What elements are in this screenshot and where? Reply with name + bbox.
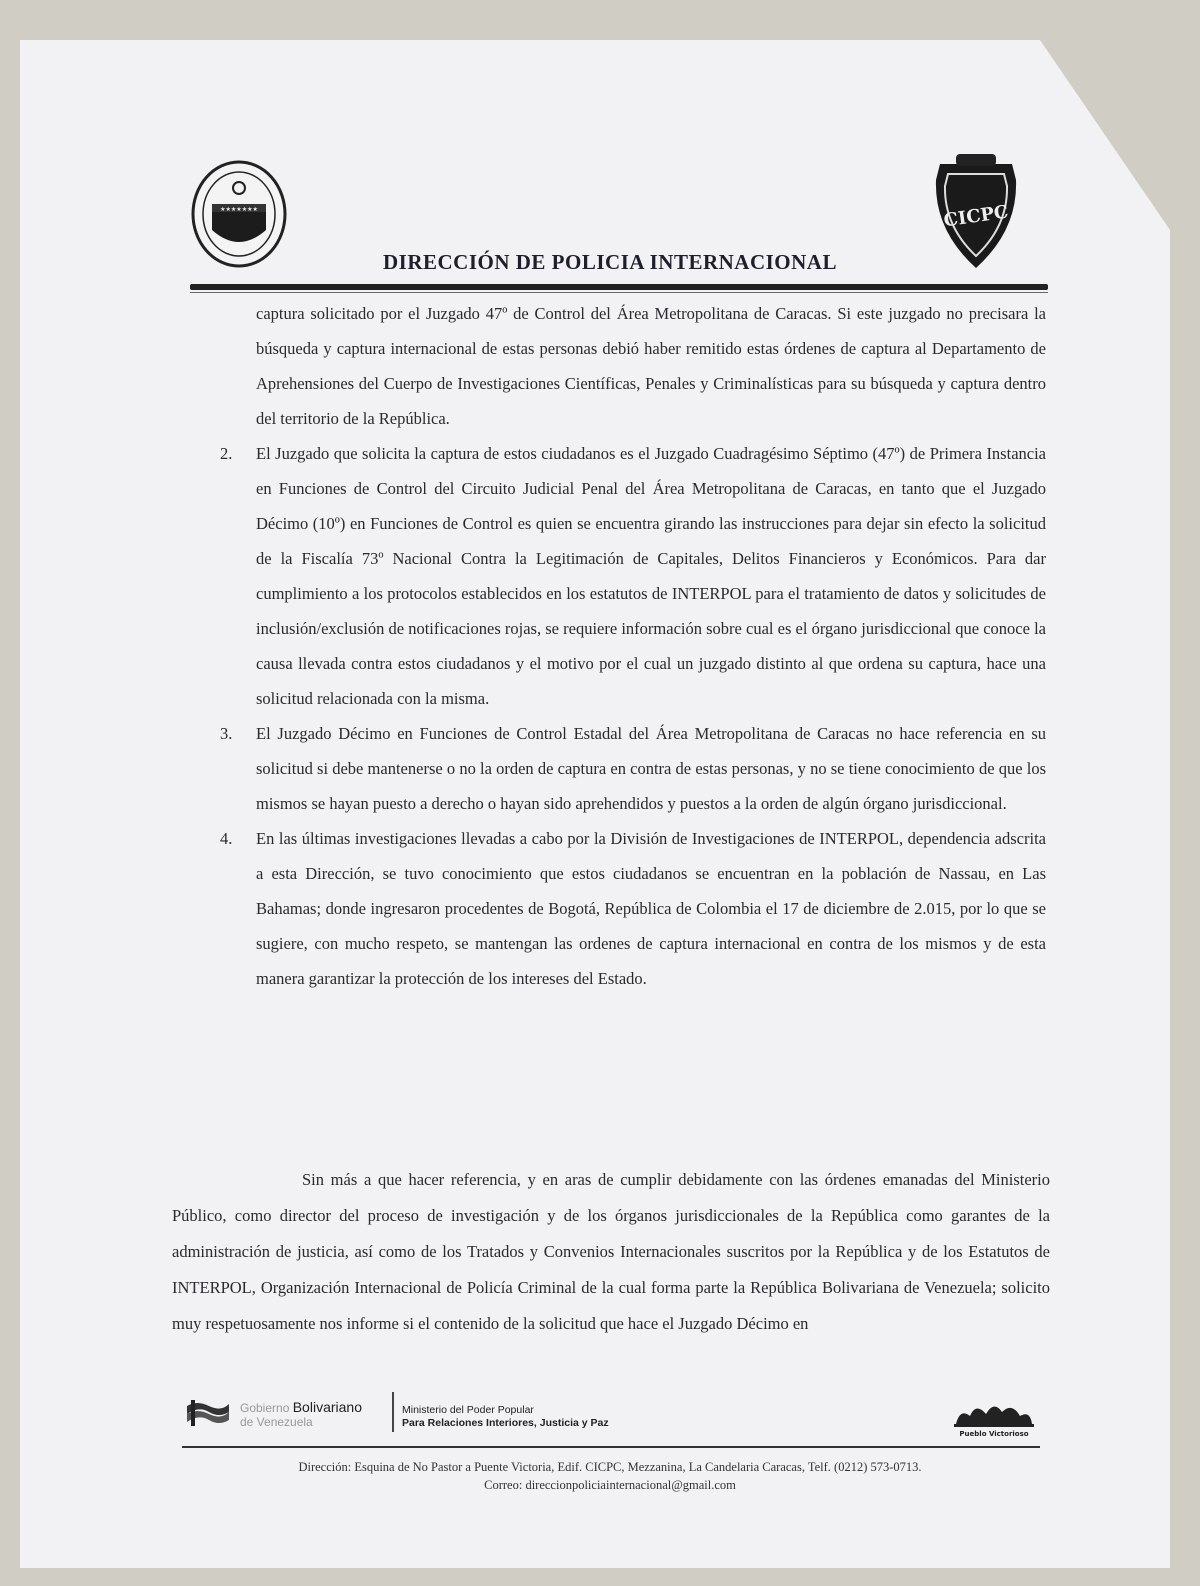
list-item-text: El Juzgado que solicita la captura de estos ciudadanos es el Juzgado Cuadragésimo Séptimo (47º) de Primera Instancia en Funciones de Control del Circuito Judicial Penal del Área Metropolitana de Caracas, en tanto que el Juzgado Décimo (10º) en Funciones de Control es quien se encuentra girando las instrucciones para dejar sin efecto la solicitud de la Fiscalía 73º Nacional Contra la Legitimación de Capitales, Delitos Financieros y Económicos. Para dar cumplimiento a los protocolos establecidos en los estatutos de INTERPOL para el tratamiento de datos y solicitudes de inclusión/exclusión de notificaciones rojas, se requiere información sobre cual es el órgano jurisdiccional que conoce la causa llevada contra estos ciudadanos y el motivo por el cual un juzgado distinto al que ordena su captura, hace una solicitud relacionada con la misma. [256,444,1046,708]
header-divider [190,284,1048,290]
ministry-line2: Para Relaciones Interiores, Justicia y Paz [402,1417,609,1429]
cicpc-badge-icon [930,150,1022,272]
address-line: Dirección: Esquina de No Pastor a Puente Victoria, Edif. CICPC, Mezzanina, La Candelaria Caracas, Telf. (0212) 573-0713. [298,1460,922,1474]
list-item [220,821,1046,996]
list-item-number: 2. [220,444,233,463]
footer-address [160,1458,1060,1494]
closing-section [172,1162,1050,1342]
gob-line2: de Venezuela [240,1415,313,1429]
page-title: DIRECCIÓN DE POLICIA INTERNACIONAL [383,250,837,274]
cicpc-seal-text: CICPC [942,201,1010,232]
pueblo-victorioso-logo-icon [950,1394,1036,1440]
header-divider-thin [190,292,1048,293]
list-item-number: 4. [220,829,233,848]
document-body [220,296,1046,996]
list-item [220,436,1046,716]
ministry-text [402,1404,722,1430]
list-item [220,716,1046,821]
list-item-text: En las últimas investigaciones llevadas a cabo por la División de Investigaciones de INTERPOL, dependencia adscrita a esta Dirección, se tuvo conocimiento que estos ciudadanos se encuentran en la población de Nassau, en Las Bahamas; donde ingresaron procedentes de Bogotá, República de Colombia el 17 de diciembre de 2.015, por lo que se sugiere, con mucho respeto, se mantengan las ordenes de captura internacional en contra de los mismos y de esta manera garantizar la protección de los intereses del Estado. [256,829,1046,988]
gobierno-bolivariano-text [240,1400,390,1429]
gob-line1b: Bolivariano [292,1399,362,1415]
gob-line1: Gobierno [240,1401,290,1415]
email-line: Correo: direccionpoliciainternacional@gmail.com [484,1478,736,1492]
footer-separator [392,1392,394,1432]
numbered-list [220,436,1046,996]
list-item-number: 3. [220,724,233,743]
ministry-seal-icon [190,158,288,270]
closing-paragraph: Sin más a que hacer referencia, y en aras de cumplir debidamente con las órdenes emanadas del Ministerio Público, como director del proceso de investigación y de los órganos jurisdiccionales de la República como garantes de la administración de justicia, así como de los Tratados y Convenios Internacionales suscritos por la República y de los Estatutos de INTERPOL, Organización Internacional de Policía Criminal de la cual forma parte la República Bolivariana de Venezuela; solicito muy respetuosamente nos informe si el contenido de la solicitud que hace el Juzgado Décimo en [172,1170,1050,1333]
venezuela-flag-icon [185,1398,231,1428]
footer-logos [180,1390,1040,1450]
ministry-line1: Ministerio del Poder Popular [402,1404,534,1416]
pueblo-logo-text: Pueblo Victorioso [959,1430,1029,1438]
intro-paragraph: captura solicitado por el Juzgado 47º de Control del Área Metropolitana de Caracas. Si este juzgado no precisara la búsqueda y captura internacional de estas personas debió haber remitido estas órdenes de captura al Departamento de Aprehensiones del Cuerpo de Investigaciones Científicas, Penales y Criminalísticas para su búsqueda y captura dentro del territorio de la República. [256,304,1046,428]
list-item-text: El Juzgado Décimo en Funciones de Control Estadal del Área Metropolitana de Caracas no hace referencia en su solicitud si debe mantenerse o no la orden de captura en contra de estas personas, y no se tiene conocimiento de que los mismos se hayan puesto a derecho o hayan sido aprehendidos y puestos a la orden de algún órgano jurisdiccional. [256,724,1046,813]
footer-divider [182,1446,1040,1448]
svg-text:★★★★★★★: ★★★★★★★ [220,206,258,213]
